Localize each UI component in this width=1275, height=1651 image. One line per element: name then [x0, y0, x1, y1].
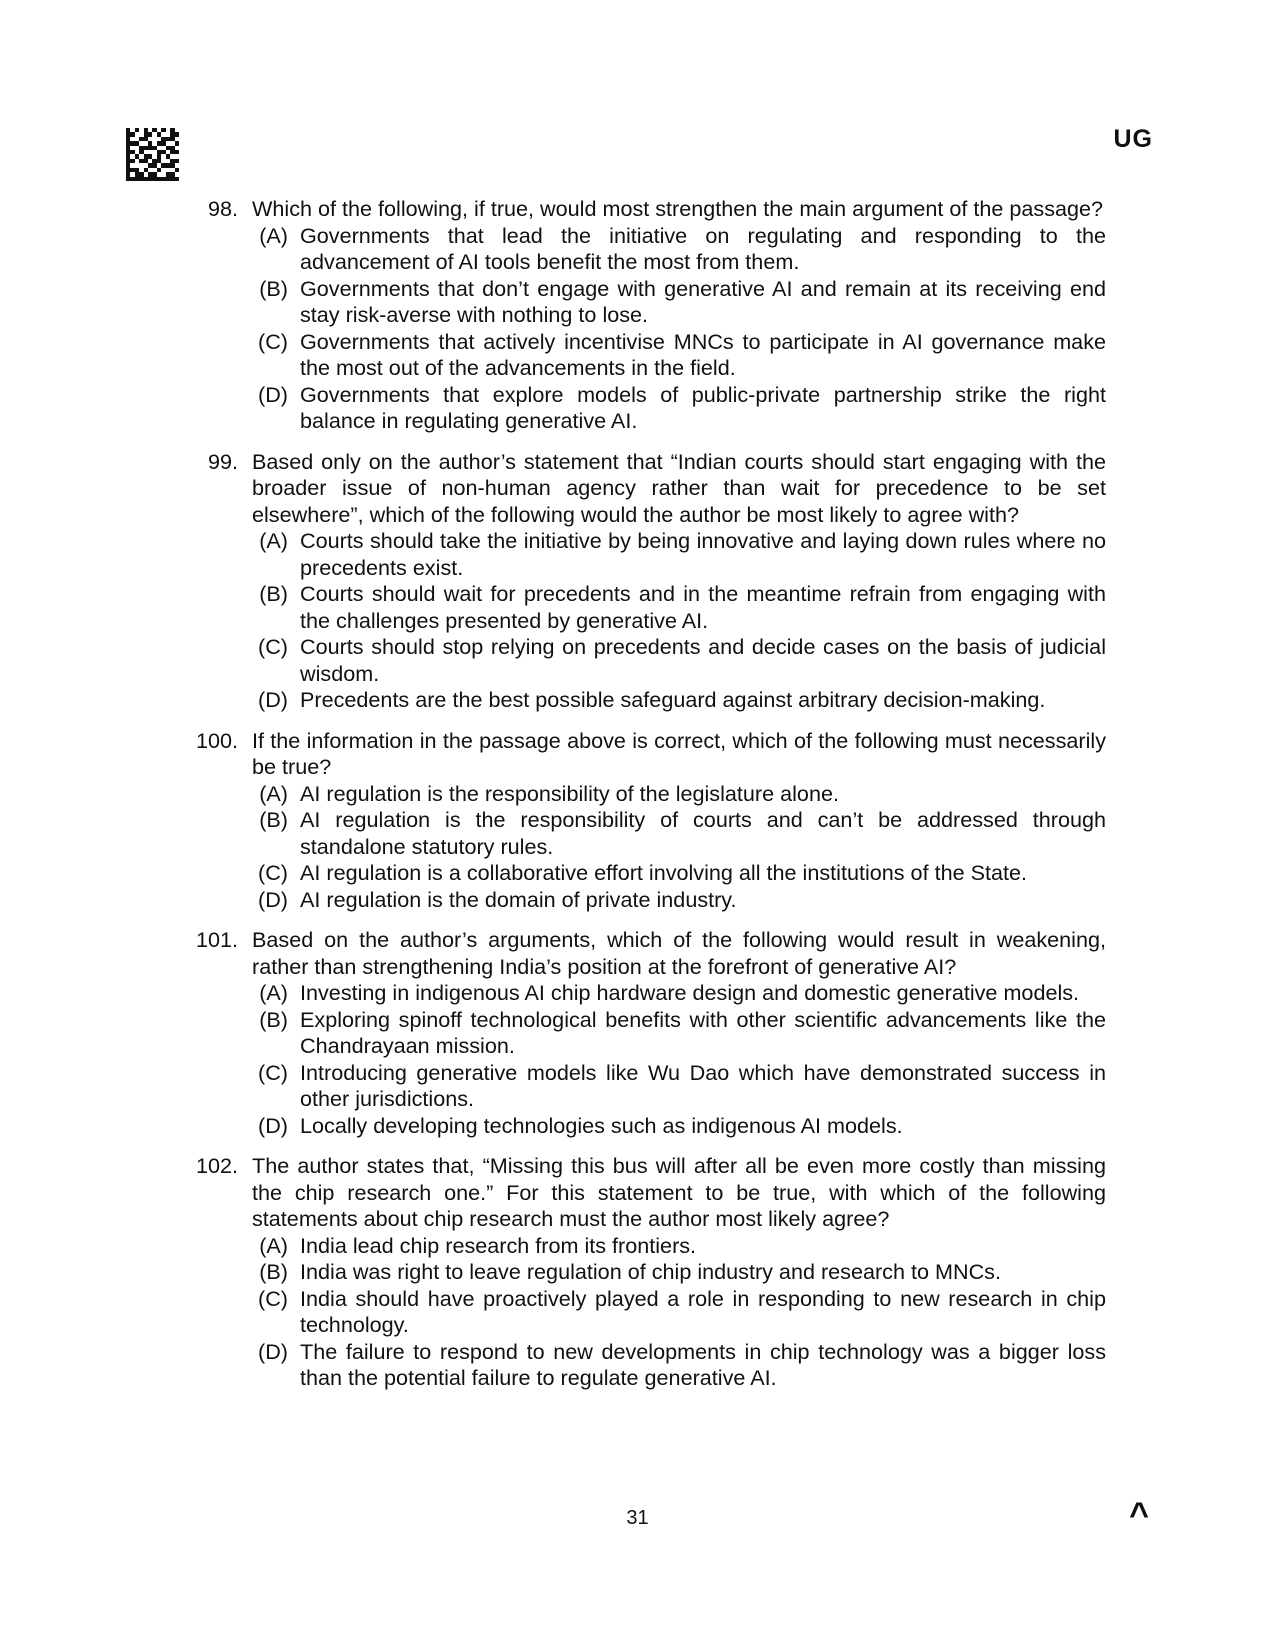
option-label: (C): [258, 1059, 288, 1085]
option-c: [252, 634, 1106, 687]
option-text: India lead chip research from its frontiers.: [300, 1232, 697, 1258]
option-label: (D): [258, 1338, 288, 1364]
question-number: 102.: [195, 1153, 238, 1178]
option-a: [252, 781, 1106, 808]
option-text: Governments that explore models of public-private partnership strike the right balance in regulating generative AI.: [300, 381, 1106, 433]
option-d: [252, 887, 1106, 914]
question-text: If the information in the passage above is correct, which of the following must necessarily be true?: [252, 727, 1106, 779]
option-label: (A): [259, 528, 288, 553]
option-label: (D): [258, 1112, 288, 1138]
option-label: (C): [258, 328, 288, 354]
option-b: [252, 1007, 1106, 1060]
question-98: [180, 196, 1106, 435]
option-label: (C): [258, 860, 288, 885]
datamatrix-barcode-icon: [126, 128, 179, 181]
option-text: AI regulation is a collaborative effort involving all the institutions of the State.: [300, 860, 1028, 885]
question-number: 99.: [207, 448, 238, 474]
question-body: [252, 728, 1106, 914]
option-text: India was right to leave regulation of chip industry and research to MNCs.: [300, 1259, 1001, 1284]
option-b: [252, 276, 1106, 329]
option-text: Courts should wait for precedents and in the meantime refrain from engaging with the challenges presented by generative AI.: [300, 581, 1106, 633]
option-text: AI regulation is the domain of private industry.: [300, 886, 737, 912]
option-text: Governments that don’t engage with generative AI and remain at its receiving end stay risk-averse with nothing to lose.: [300, 275, 1106, 327]
question-list: [180, 196, 1106, 1406]
option-a: [252, 223, 1106, 276]
option-text: Governments that lead the initiative on regulating and responding to the advancement of AI tools benefit the most from them.: [300, 222, 1106, 274]
option-text: AI regulation is the responsibility of courts and can’t be addressed through standalone statutory rules.: [300, 807, 1106, 859]
option-label: (C): [258, 634, 288, 659]
option-d: [252, 1339, 1106, 1392]
question-body: [252, 449, 1106, 714]
option-text: The failure to respond to new developments in chip technology was a bigger loss than the potential failure to regulate generative AI.: [300, 1338, 1106, 1390]
option-label: (A): [259, 222, 288, 248]
option-text: Courts should take the initiative by being innovative and laying down rules where no precedents exist.: [300, 528, 1106, 580]
question-number: 101.: [195, 927, 238, 952]
question-body: [252, 196, 1106, 435]
option-label: (A): [259, 1232, 288, 1258]
option-text: Locally developing technologies such as indigenous AI models.: [300, 1112, 903, 1138]
caret-up-icon: ^: [1129, 1496, 1149, 1534]
option-text: Exploring spinoff technological benefits with other scientific advancements like the Chandrayaan mission.: [300, 1006, 1106, 1058]
option-text: Investing in indigenous AI chip hardware design and domestic generative models.: [300, 980, 1080, 1005]
question-100: [180, 728, 1106, 914]
option-b: [252, 807, 1106, 860]
question-text: The author states that, “Missing this bus will after all be even more costly than missing the chip research one.” For this statement to be true, with which of the following statements about chip research must the author most likely agree?: [252, 1153, 1106, 1231]
option-label: (B): [259, 581, 288, 606]
option-text: Courts should stop relying on precedents and decide cases on the basis of judicial wisdom.: [300, 634, 1106, 686]
option-b: [252, 1259, 1106, 1286]
option-label: (C): [258, 1285, 288, 1311]
question-101: [180, 927, 1106, 1139]
question-99: [180, 449, 1106, 714]
option-text: India should have proactively played a role in responding to new research in chip technology.: [300, 1285, 1106, 1337]
option-text: Precedents are the best possible safeguard against arbitrary decision-making.: [300, 687, 1046, 712]
option-label: (A): [259, 780, 288, 806]
option-c: [252, 1060, 1106, 1113]
question-text: Based on the author’s arguments, which of the following would result in weakening, rather than strengthening India’s position at the forefront of generative AI?: [252, 927, 1106, 979]
option-d: [252, 382, 1106, 435]
question-body: [252, 1153, 1106, 1392]
option-c: [252, 860, 1106, 887]
question-number: 98.: [207, 196, 238, 221]
option-c: [252, 1286, 1106, 1339]
option-label: (D): [258, 886, 288, 912]
option-label: (D): [258, 687, 288, 712]
option-c: [252, 329, 1106, 382]
option-a: [252, 1233, 1106, 1260]
option-a: [252, 980, 1106, 1007]
question-text: Which of the following, if true, would most strengthen the main argument of the passage?: [252, 196, 1104, 221]
option-text: AI regulation is the responsibility of the legislature alone.: [300, 780, 839, 806]
option-b: [252, 581, 1106, 634]
option-label: (B): [259, 1006, 288, 1032]
option-text: Governments that actively incentivise MNCs to participate in AI governance make the most out of the advancements in the field.: [300, 328, 1106, 380]
option-d: [252, 687, 1106, 714]
question-102: [180, 1153, 1106, 1392]
question-body: [252, 927, 1106, 1139]
option-label: (B): [259, 807, 288, 832]
page-number: 31: [626, 1507, 649, 1529]
option-label: (B): [259, 275, 288, 301]
question-text: Based only on the author’s statement that “Indian courts should start engaging with the broader issue of non-human agency rather than wait for precedence to be set elsewhere”, which of the following would the author be most likely to agree with?: [252, 448, 1106, 527]
option-label: (B): [259, 1259, 288, 1284]
option-label: (D): [258, 381, 288, 407]
option-a: [252, 528, 1106, 581]
question-number: 100.: [195, 727, 238, 753]
option-d: [252, 1113, 1106, 1140]
series-code: UG: [1113, 125, 1153, 153]
option-text: Introducing generative models like Wu Dao which have demonstrated success in other jurisdictions.: [300, 1059, 1106, 1111]
option-label: (A): [259, 980, 288, 1005]
